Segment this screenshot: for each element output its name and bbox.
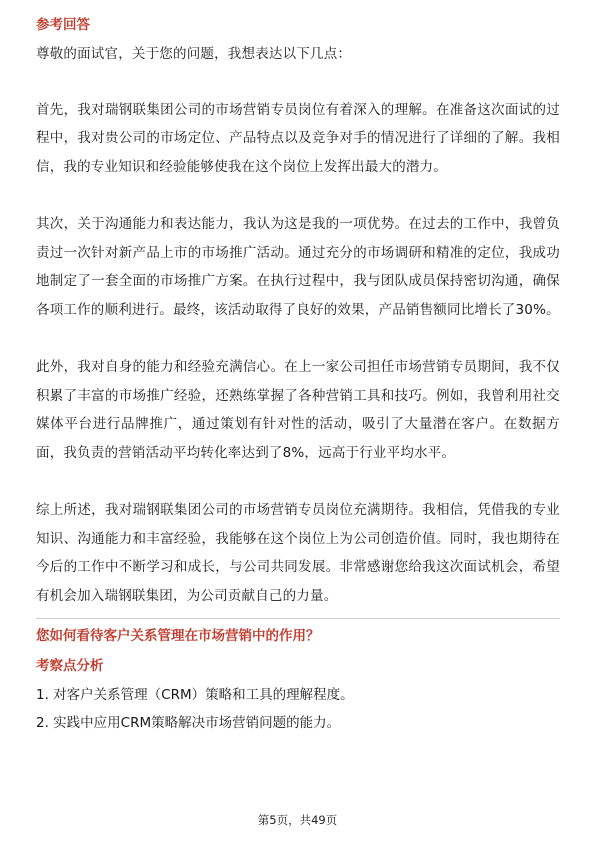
page-footer: 第5页，共49页	[257, 813, 338, 827]
answer-heading: 参考回答	[36, 17, 90, 33]
paragraph-1: 首先，我对瑞钢联集团公司的市场营销专员岗位有着深入的理解。在准备这次面试的过程中，我对贵公司的市场定位、产品特点以及竞争对手的情况进行了详细的了解。我相信，我的专业知识和经验能够使我在这个岗位上发挥出最大的潜力。	[36, 101, 560, 175]
question-heading: 您如何看待客户关系管理在市场营销中的作用？	[36, 628, 320, 644]
paragraph-4: 综上所述，我对瑞钢联集团公司的市场营销专员岗位充满期待。我相信，凭借我的专业知识、沟通能力和丰富经验，我能够在这个岗位上为公司创造价值。同时，我也期待在今后的工作中不断学习和成长，与公司共同发展。非常感谢您给我这次面试机会，希望有机会加入瑞钢联集团，为公司贡献自己的力量。	[36, 502, 560, 604]
analysis-point-2: 2. 实践中应用CRM策略解决市场营销问题的能力。	[36, 715, 341, 731]
document-page	[36, 14, 560, 737]
analysis-point-1: 1. 对客户关系管理（CRM）策略和工具的理解程度。	[36, 687, 354, 703]
paragraph-3: 此外，我对自身的能力和经验充满信心。在上一家公司担任市场营销专员期间，我不仅积累了丰富的市场推广经验，还熟练掌握了各种营销工具和技巧。例如，我曾利用社交媒体平台进行品牌推广，通过策划有针对性的活动，吸引了大量潜在客户。在数据方面，我负责的营销活动平均转化率达到了8%，远高于行业平均水平。	[36, 359, 560, 461]
section-divider	[36, 618, 560, 619]
analysis-heading: 考察点分析	[36, 658, 104, 674]
paragraph-2: 其次，关于沟通能力和表达能力，我认为这是我的一项优势。在过去的工作中，我曾负责过一次针对新产品上市的市场推广活动。通过充分的市场调研和精准的定位，我成功地制定了一套全面的市场推广方案。在执行过程中，我与团队成员保持密切沟通，确保各项工作的顺利进行。最终，该活动取得了良好的效果，产品销售额同比增长了30%。	[36, 216, 560, 318]
greeting-text: 尊敬的面试官，关于您的问题，我想表达以下几点：	[36, 46, 352, 62]
